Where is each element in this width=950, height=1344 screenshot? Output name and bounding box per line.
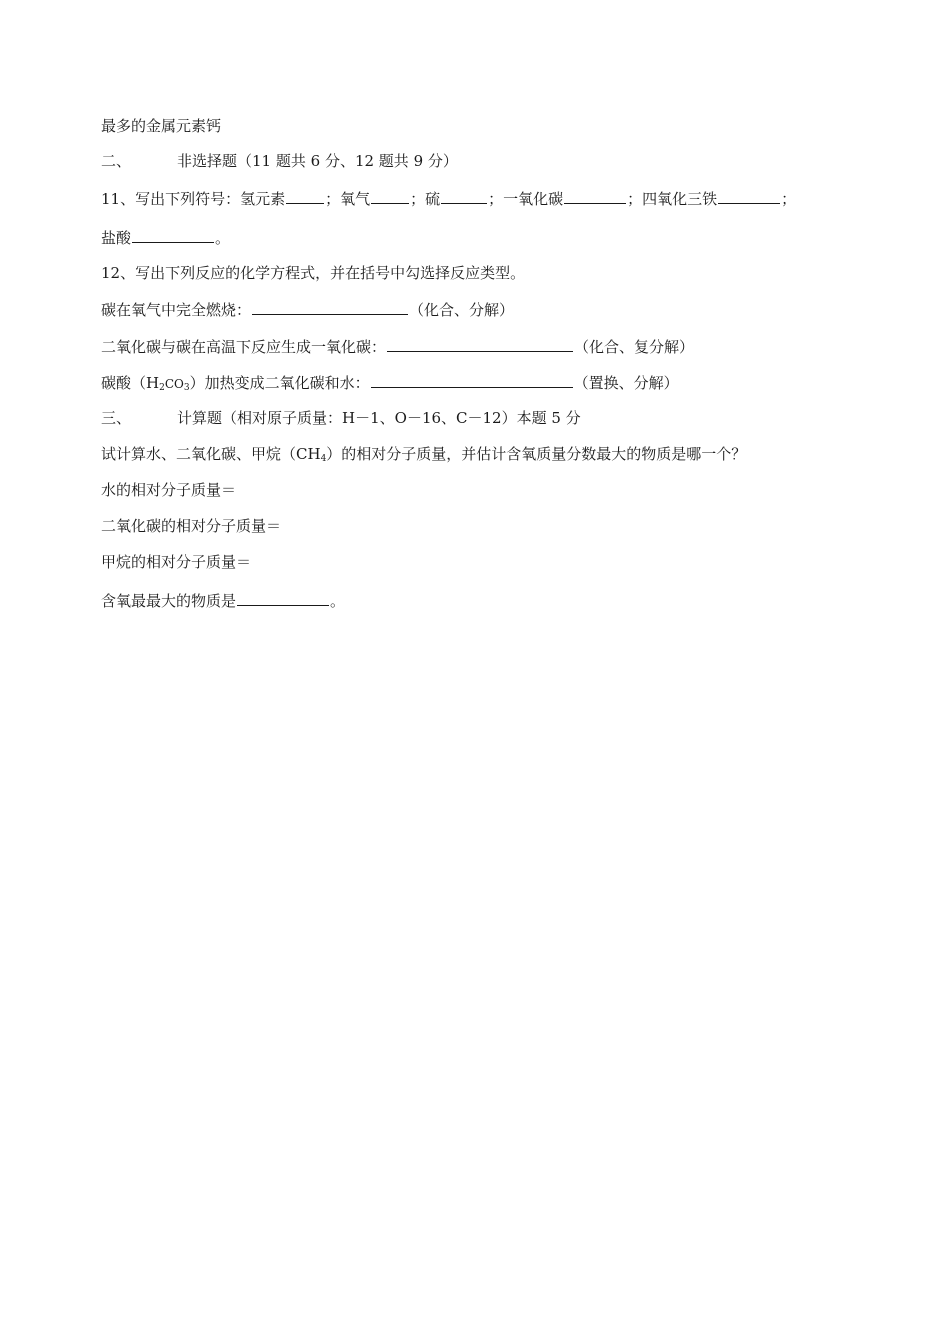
r1-type: （化合、分解） [409,301,515,319]
section-2-heading [101,151,458,171]
section-3-number: 三、 [101,409,132,427]
q11-co: ；一氧化碳 [488,190,564,208]
blank-carbon-monoxide[interactable] [564,188,626,204]
calc-start: 试计算水、二氧化碳、甲烷（CH [101,445,321,463]
calc-end: ）的相对分子质量，并估计含氧质量分数最大的物质是哪一个？ [326,445,747,463]
q11-period: 。 [215,229,231,247]
blank-iron-oxide[interactable] [718,188,780,204]
reaction-2 [101,336,694,356]
blank-hydrogen-element[interactable] [286,188,324,204]
q11-sulfur: ；硫 [410,190,441,208]
r2-label: 二氧化碳与碳在高温下反应生成一氧化碳： [101,338,387,356]
max-oxygen-line [101,590,345,610]
co2-mass: 二氧化碳的相对分子质量＝ [101,517,282,535]
section-2-title: 非选择题（11 题共 6 分、12 题共 9 分） [177,152,458,170]
r3-co: CO [164,377,184,391]
co2-mass-line [101,516,281,536]
blank-oxygen[interactable] [371,188,409,204]
max-oxygen-period: 。 [330,592,346,610]
r3-label-start: 碳酸（H [101,374,160,392]
section-3-title: 计算题（相对原子质量：H－1、O－16、C－12）本题 5 分 [177,409,581,427]
question-12 [101,263,525,283]
section-3-heading [101,408,581,428]
blank-sulfur[interactable] [441,188,487,204]
ch4-mass: 甲烷的相对分子质量＝ [101,553,252,571]
ch4-mass-line [101,552,251,572]
question-11 [101,188,796,208]
q11-prefix: 11、写出下列符号：氢元素 [101,190,286,208]
calc-question [101,444,746,464]
water-mass: 水的相对分子质量＝ [101,481,237,499]
r1-label: 碳在氧气中完全燃烧： [101,301,252,319]
reaction-1 [101,299,514,319]
text-line-calcium [101,116,221,136]
q11-fe3o4: ；四氧化三铁 [627,190,718,208]
q12-text: 12、写出下列反应的化学方程式，并在括号中勾选择反应类型。 [101,264,526,282]
q11-oxygen: ；氧气 [325,190,371,208]
r2-type: （化合、复分解） [574,338,695,356]
calc-subscript-4: 4 [320,454,327,464]
blank-max-oxygen[interactable] [237,590,329,606]
r3-label-end: ）加热变成二氧化碳和水： [189,374,370,392]
r3-subscript-2: 2 [159,383,165,393]
blank-reaction-1[interactable] [252,299,408,315]
blank-reaction-2[interactable] [387,336,573,352]
blank-hydrochloric-acid[interactable] [132,227,214,243]
text-calcium: 最多的金属元素钙 [101,117,222,135]
max-oxygen-label: 含氧最最大的物质是 [101,592,237,610]
question-11-cont [101,227,230,247]
r3-type: （置换、分解） [573,374,679,392]
r3-subscript-3: 3 [183,383,190,393]
blank-reaction-3[interactable] [371,372,573,388]
q11-semicolon: ； [781,190,797,208]
section-2-number: 二、 [101,152,132,170]
q11-hcl: 盐酸 [101,229,132,247]
water-mass-line [101,480,236,500]
reaction-3 [101,372,679,392]
